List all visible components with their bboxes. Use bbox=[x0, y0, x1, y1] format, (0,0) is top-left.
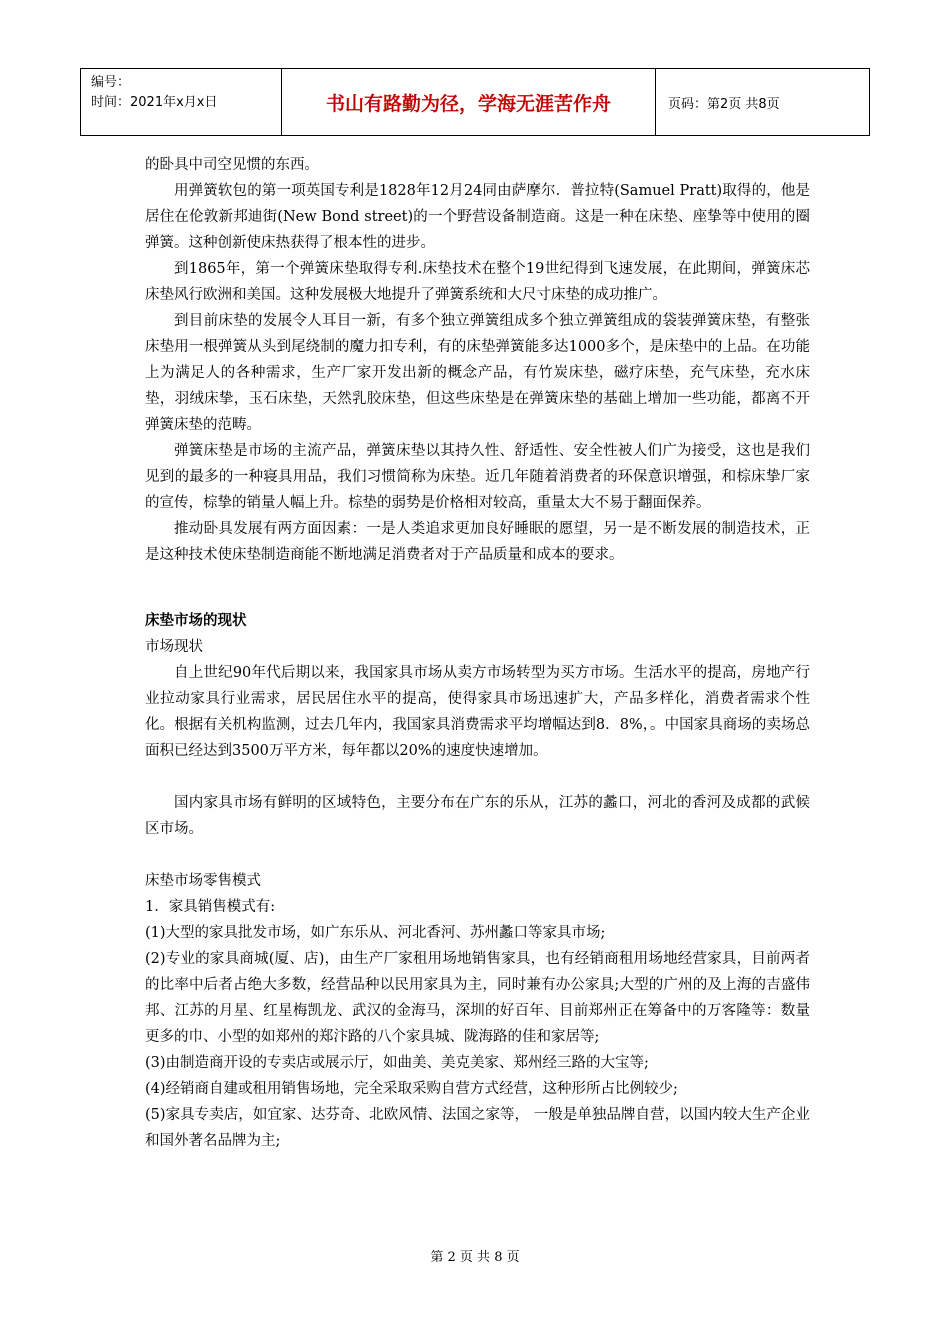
list-item: (2)专业的家具商城(厦、店)，由生产厂家租用场地销售家具，也有经销商租用场地经营家具，目前两者的比率中后者占绝大多数，经营品种以民用家具为主，同时兼有办公家具;大型的广州的及上海的吉盛伟邦、江苏的月星、红星梅凯龙、武汉的金海马，深圳的好百年、目前郑州正在筹备中的万客隆等：数量更多的巾、小型的如郑州的郑汴路的八个家具城、陇海路的佳和家居等; bbox=[145, 951, 810, 1045]
list-item: 1．家具销售模式有: bbox=[145, 899, 276, 915]
paragraph: 国内家具市场有鲜明的区域特色，主要分布在广东的乐从，江苏的蠡口，河北的香河及成都的武候区市场。 bbox=[145, 795, 810, 837]
paragraph: 弹簧床垫是市场的主流产品，弹簧床垫以其持久性、舒适性、安全性被人们广为接受，这也是我们见到的最多的一种寝具用品，我们习惯简称为床垫。近几年随着消费者的环保意识增强，和棕床挚厂家的宣传，棕挚的销量人幅上升。棕垫的弱势是价格相对较高，重量太大不易于翻面保养。 bbox=[145, 443, 810, 511]
page-footer-number: 第 2 页 共 8 页 bbox=[430, 1250, 520, 1265]
page-header bbox=[80, 68, 870, 136]
paragraph: 到1865年，第一个弹簧床垫取得专利.床垫技术在整个19世纪得到飞速发展，在此期间，弹簧床芯床垫风行欧洲和美国。这种发展极大地提升了弹簧系统和大尺寸床垫的成功推广。 bbox=[145, 261, 810, 303]
paragraph: 用弹簧软包的第一项英国专利是1828年12月24同由萨摩尔．普拉特(Samuel Pratt)取得的，他是居住在伦敦新邦迪街(New Bond street)的一个野营设备制造商。这是一种在床垫、座挚等中使用的圈弹簧。这种创新使床热获得了根本性的进步。 bbox=[145, 183, 810, 251]
subheading: 床垫市场零售模式 bbox=[145, 873, 261, 889]
list-item: (3)由制造商开设的专卖店或展示厅，如曲美、美克美家、郑州经三路的大宝等; bbox=[145, 1055, 649, 1071]
paragraph: 自上世纪90年代后期以来，我国家具市场从卖方市场转型为买方市场。生活水平的提高，房地产行业拉动家具行业需求，居民居住水平的提高，使得家具市场迅速扩大，产品多样化，消费者需求个性化。根据有关机构监测，过去几年内，我国家具消费需求平均增幅达到8．8%，。中国家具商场的卖场总面积已经达到3500万平方米，每年都以20%的速度快速增加。 bbox=[145, 665, 810, 759]
header-page-info: 页码：第2页 共8页 bbox=[668, 96, 780, 112]
date-label: 时间：2021年x月x日 bbox=[91, 95, 218, 110]
list-item: (1)大型的家具批发市场，如广东乐从、河北香河、苏州蠡口等家具市场; bbox=[145, 925, 606, 941]
section-heading: 床垫市场的现状 bbox=[145, 613, 247, 629]
header-left-cell bbox=[81, 69, 282, 135]
document-body bbox=[145, 152, 810, 1154]
document-code-label: 编号： bbox=[91, 75, 131, 90]
paragraph: 的卧具中司空见惯的东西。 bbox=[145, 157, 319, 173]
subheading: 市场现状 bbox=[145, 639, 203, 655]
list-item: (5)家具专卖店，如宜家、达芬奇、北欧风情、法国之家等， 一般是单独品牌自营，以国内较大生产企业和国外著名品牌为主; bbox=[145, 1107, 810, 1149]
paragraph: 到目前床垫的发展令人耳目一新，有多个独立弹簧组成多个独立弹簧组成的袋装弹簧床垫，有整张床垫用一根弹簧从头到尾绕制的魔力扣专利，有的床垫弹簧能多达1000多个，是床垫中的上品。在功能上为满足人的各种需求，生产厂家开发出新的概念产品，有竹炭床垫，磁疗床垫，充气床垫，充水床垫，羽绒床挚，玉石床垫，天然乳胶床垫，但这些床垫是在弹簧床垫的基础上增加一些功能，都离不开弹簧床垫的范畴。 bbox=[145, 313, 810, 433]
list-item: (4)经销商自建或租用销售场地，完全采取采购自营方式经营，这种形所占比例较少; bbox=[145, 1081, 678, 1097]
header-motto: 书山有路勤为径，学海无涯苦作舟 bbox=[282, 69, 656, 135]
paragraph: 推动卧具发展有两方面因素：一是人类追求更加良好睡眠的愿望，另一是不断发展的制造技术，正是这种技术使床垫制造商能不断地满足消费者对于产品质量和成本的要求。 bbox=[145, 521, 810, 563]
